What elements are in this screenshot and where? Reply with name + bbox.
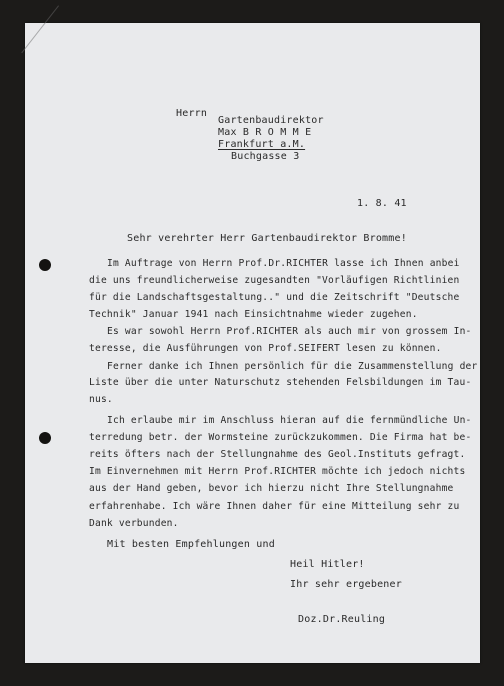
- body-line: nus.: [89, 394, 113, 405]
- address-street: Buchgasse 3: [231, 151, 300, 162]
- body-line: Ich erlaube mir im Anschluss hieran auf die fernmündliche Un-: [107, 415, 472, 426]
- body-line: die uns freundlicherweise zugesandten "Vorläufigen Richtlinien: [89, 275, 460, 286]
- address-name: Max B R O M M E: [218, 127, 312, 138]
- address-title: Gartenbaudirektor: [218, 115, 324, 126]
- punch-hole-bottom: [39, 432, 51, 444]
- letter-date: 1. 8. 41: [357, 198, 407, 209]
- address-city: Frankfurt a.M.: [218, 139, 306, 150]
- body-line: Im Einvernehmen mit Herrn Prof.RICHTER möchte ich jedoch nichts: [89, 466, 466, 477]
- punch-hole-top: [39, 259, 51, 271]
- body-line: teresse, die Ausführungen von Prof.SEIFERT lesen zu können.: [89, 343, 442, 354]
- body-line: erfahrenhabe. Ich wäre Ihnen daher für eine Mitteilung sehr zu: [89, 501, 460, 512]
- body-line: aus der Hand geben, bevor ich hierzu nicht Ihre Stellungnahme: [89, 483, 454, 494]
- body-line: terredung betr. der Wormsteine zurückzukommen. Die Firma hat be-: [89, 432, 472, 443]
- closing: Mit besten Empfehlungen und: [107, 539, 275, 550]
- body-line: Es war sowohl Herrn Prof.RICHTER als auch mir von grossem In-: [107, 326, 472, 337]
- body-line: Dank verbunden.: [89, 518, 179, 529]
- body-line: reits öfters nach der Stellungnahme des Geol.Instituts gefragt.: [89, 449, 466, 460]
- heil-line: Heil Hitler!: [290, 559, 365, 570]
- greeting: Sehr verehrter Herr Gartenbaudirektor Bromme!: [127, 233, 407, 244]
- body-line: für die Landschaftsgestaltung.." und die Zeitschrift "Deutsche: [89, 292, 460, 303]
- address-herrn: Herrn: [176, 108, 208, 119]
- body-line: Im Auftrage von Herrn Prof.Dr.RICHTER lasse ich Ihnen anbei: [107, 258, 460, 269]
- body-line: Liste über die unter Naturschutz stehenden Felsbildungen im Tau-: [89, 377, 472, 388]
- sign-off: Ihr sehr ergebener: [290, 579, 402, 590]
- body-line: Technik" Januar 1941 nach Einsichtnahme wieder zugehen.: [89, 309, 418, 320]
- body-line: Ferner danke ich Ihnen persönlich für die Zusammenstellung der: [107, 361, 478, 372]
- signature-name: Doz.Dr.Reuling: [298, 614, 386, 625]
